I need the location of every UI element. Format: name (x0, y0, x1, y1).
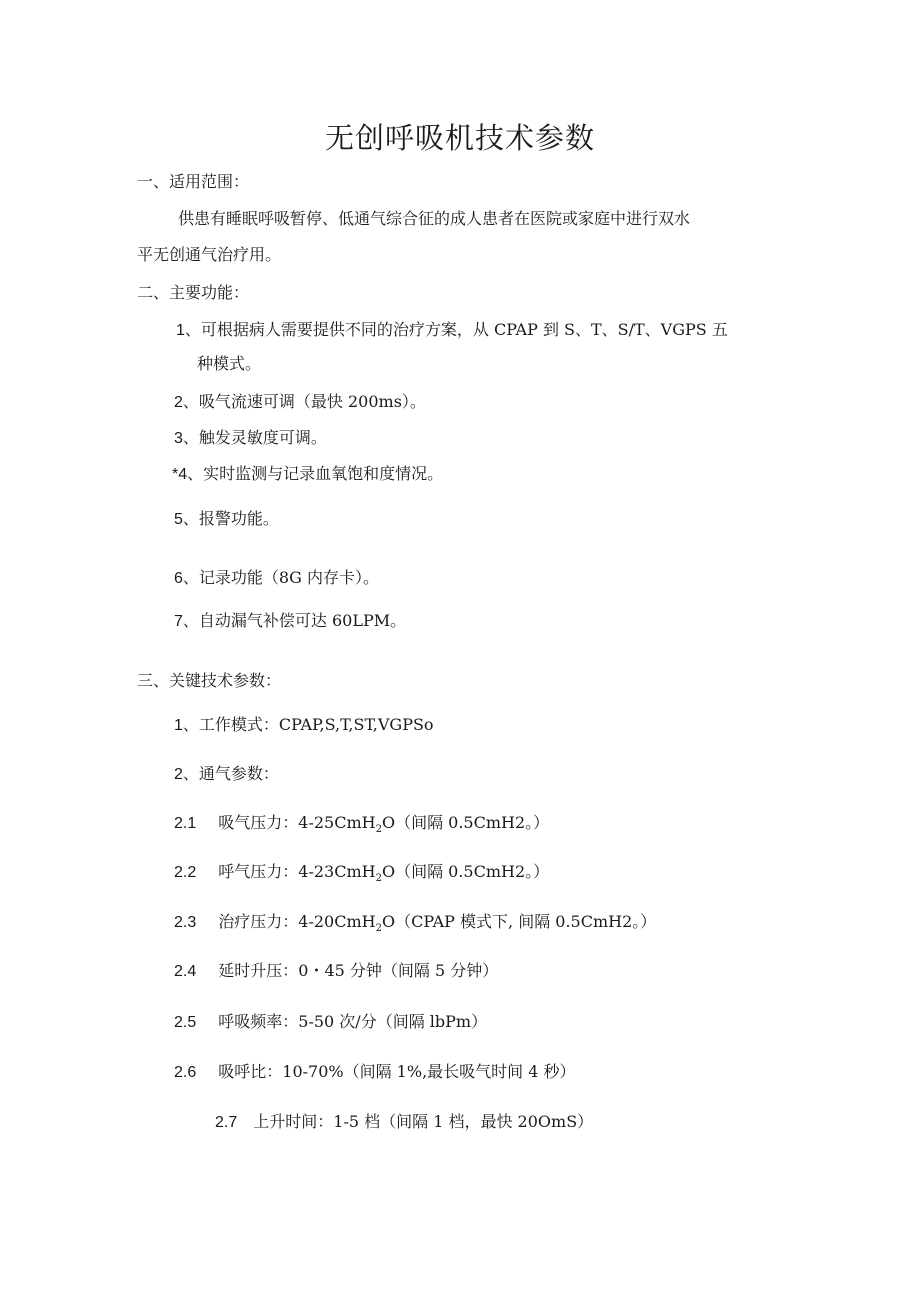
param-label: 呼气压力： (218, 862, 299, 881)
item-text: 、可根据病人需要提供不同的治疗方案，从 CPAP 到 S、T、S/T、VGPS 五 (184, 320, 728, 339)
param-number: 2.1 (174, 815, 197, 832)
param-2-3 (174, 910, 656, 935)
item-text: 、通气参数： (182, 764, 279, 783)
item-number: *4 (172, 466, 188, 483)
param-2-2 (174, 860, 549, 885)
item-number: 1 (176, 322, 185, 339)
param-2-1 (174, 811, 549, 836)
param-value: 0・45 分钟（间隔 5 分钟） (298, 961, 499, 980)
item-text: 、吸气流速可调（最快 200ms）。 (182, 392, 426, 411)
item-text: 、报警功能。 (182, 509, 279, 528)
param-value: 1-5 档（间隔 1 档，最快 20OmS） (333, 1112, 594, 1131)
function-item-6 (174, 566, 379, 591)
param-2-6 (174, 1060, 576, 1085)
parameter-item-2 (174, 762, 279, 787)
param-value-subscript: 2 (375, 923, 382, 935)
item-number: 3 (174, 430, 183, 447)
item-text: 、自动漏气补偿可达 60LPM。 (182, 611, 407, 630)
param-number: 2.6 (174, 1064, 197, 1081)
param-number: 2.7 (215, 1114, 238, 1131)
param-label: 延时升压： (218, 961, 299, 980)
page-title: 无创呼吸机技术参数 (324, 121, 595, 155)
item-number: 7 (174, 613, 183, 630)
param-value-post: O（间隔 0.5CmH2。） (381, 862, 550, 881)
param-value-post: O（间隔 0.5CmH2。） (381, 813, 550, 832)
item-text: 、工作模式：CPAP,S,T,ST,VGPSo (182, 715, 434, 734)
function-item-2 (174, 390, 426, 415)
param-label: 吸呼比： (218, 1062, 283, 1081)
item-text: 、实时监测与记录血氧饱和度情况。 (187, 464, 444, 483)
item-text: 、记录功能（8G 内存卡）。 (182, 568, 379, 587)
param-label: 吸气压力： (218, 813, 299, 832)
section-heading-functions: 二、主要功能： (137, 283, 250, 302)
param-value: 5-50 次/分（间隔 lbPm） (298, 1012, 488, 1031)
param-2-5 (174, 1010, 487, 1035)
parameter-item-1 (174, 713, 434, 738)
item-number: 1 (174, 717, 183, 734)
param-label: 治疗压力： (218, 912, 299, 931)
param-label: 呼吸频率： (218, 1012, 299, 1031)
item-text: 、触发灵敏度可调。 (182, 428, 327, 447)
section-heading-scope: 一、适用范围： (137, 172, 250, 191)
item-number: 2 (174, 766, 183, 783)
function-item-4 (172, 462, 443, 487)
function-item-7 (174, 609, 406, 634)
item-number: 5 (174, 511, 183, 528)
function-item-5 (174, 507, 279, 532)
item-number: 2 (174, 394, 183, 411)
scope-paragraph-line-2: 平无创通气治疗用。 (137, 245, 282, 264)
item-number: 6 (174, 570, 183, 587)
param-value: 10-70%（间隔 1%,最长吸气时间 4 秒） (282, 1062, 576, 1081)
param-value-subscript: 2 (375, 824, 382, 836)
function-item-1 (176, 318, 728, 343)
param-value-post: O（CPAP 模式下, 间隔 0.5CmH2。） (381, 912, 657, 931)
param-number: 2.2 (174, 864, 197, 881)
function-item-3 (174, 426, 327, 451)
param-value-subscript: 2 (375, 873, 382, 885)
param-2-7 (215, 1110, 593, 1135)
param-number: 2.4 (174, 963, 197, 980)
param-number: 2.5 (174, 1014, 197, 1031)
param-2-4 (174, 959, 498, 984)
param-value-pre: 4-23CmH (298, 862, 376, 881)
param-value-pre: 4-20CmH (298, 912, 376, 931)
section-heading-parameters: 三、关键技术参数： (137, 671, 282, 690)
scope-paragraph-line-1: 供患有睡眠呼吸暂停、低通气综合征的成人患者在医院或家庭中进行双水 (178, 209, 691, 228)
param-label: 上升时间： (253, 1112, 334, 1131)
param-value-pre: 4-25CmH (298, 813, 376, 832)
param-number: 2.3 (174, 914, 197, 931)
function-item-1-continued: 种模式。 (197, 354, 262, 373)
